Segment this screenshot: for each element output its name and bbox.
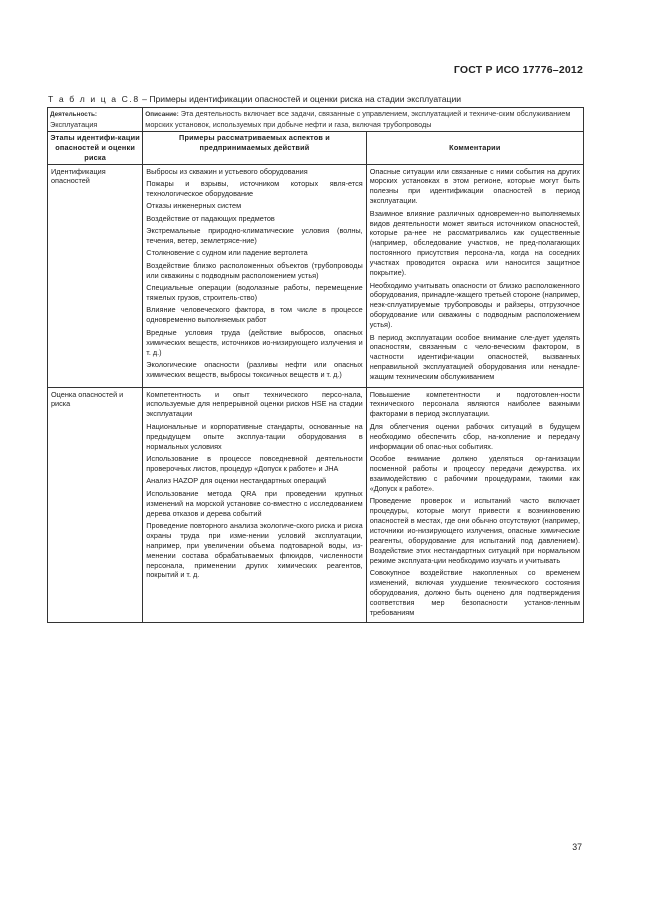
aspects-cell xyxy=(143,164,366,387)
comment-item: Необходимо учитывать опасности от близко расположенного оборудования, принадле-жащего третьей стороне (например, неэк-сплуатируемые трубопроводы и райзеры, отгрузочное оборудование или скважины с подводным расположением устья). xyxy=(369,280,580,330)
table-row-assessment xyxy=(48,387,584,622)
table-row-identification xyxy=(48,164,584,387)
stage-cell: Идентификация опасностей xyxy=(48,164,143,387)
description-label: Описание: xyxy=(145,111,179,118)
comment-item: В период эксплуатации особое внимание сле-дует уделять опасностям, связанным с чело-веческим фактором, в частности идентифи-кации опасностей, вызванных неправильной эксплуатацией оборудования или ненадле-жащим техническим обслуживанием xyxy=(369,332,580,382)
aspect-item: Экстремальные природно-климатические условия (волны, течения, ветер, землетрясе-ние) xyxy=(146,226,363,245)
activity-label: Деятельность: xyxy=(50,111,98,118)
column-header-aspects: Примеры рассматриваемых аспектов и предпринимаемых действий xyxy=(143,131,366,164)
table-caption xyxy=(48,94,461,104)
comments-cell xyxy=(366,387,583,622)
stage-cell: Оценка опасностей и риска xyxy=(48,387,143,622)
aspect-item: Воздействие близко расположенных объектов (трубопроводы или скважины с подводным расположением устья) xyxy=(146,260,363,280)
aspect-item: Вредные условия труда (действие выбросов, опасных химических веществ, источников ио-низирующего излучения и т. д.) xyxy=(146,327,363,357)
description-cell xyxy=(143,108,584,132)
aspect-item: Национальные и корпоративные стандарты, основанные на предыдущем опыте эксплуа-тации оборудования в нормальных условиях xyxy=(146,421,363,451)
table-caption-text: – Примеры идентификации опасностей и оценки риска на стадии эксплуатации xyxy=(139,94,462,104)
aspect-item: Отказы инженерных систем xyxy=(146,201,242,211)
comments-cell xyxy=(366,164,583,387)
column-header-stage: Этапы идентифи-кации опасностей и оценки риска xyxy=(48,131,143,164)
aspect-item: Выбросы из скважин и устьевого оборудования xyxy=(146,166,308,176)
comment-item: Проведение проверок и испытаний часто включает процедуры, которые могут привести к возникновению опасностей в местах, где они обычно отсутствуют (например, источники ио-низирующего излучения, опасные химические реагенты, оборудование для испытаний под давлением). Воздействие этих нестандартных ситуаций при нормальном режиме эксплуата-ции необходимо изучать и учитывать xyxy=(369,496,580,565)
aspect-item: Компетентность и опыт технического персо-нала, используемые для непрерывной оценки рисков HSE на стадии эксплуатации xyxy=(146,389,363,419)
aspect-item: Экологические опасности (разливы нефти или опасных химических веществ, выбросы токсичных веществ и т. д.) xyxy=(146,359,363,379)
aspect-item: Пожары и взрывы, источником которых явля-ется технологическое оборудование xyxy=(146,178,363,198)
aspects-cell xyxy=(143,387,366,622)
comment-item: Особое внимание должно уделяться ор-ганизации посменной работы и процессу передачи дежурства. их взаимодействию с рабочими процедурами, такими как «Допуск к работе». xyxy=(369,454,580,493)
comment-item: Опасные ситуации или связанные с ними события на других морских установках в этом регионе, которые могут быть полезны при идентификации опасностей в период эксплуатации. xyxy=(369,166,580,206)
aspect-item: Проведение повторного анализа экологиче-ского риска и риска охраны труда при изме-нении условий эксплуатации, например, при увеличении объема подтоварной воды, из-менении состава обрабатываемых флюидов, численности персонала, применении других химических реагентов, покрытий и т. д. xyxy=(146,520,363,580)
comment-item: Взаимное влияние различных одновремен-но выполняемых видов деятельности может явиться источником опасностей, которые ра-нее не рассматривались как существенные (например, обследование участков, не пред-полагающих постоянного присутствия персона-ла, когда на соседних участках проводится окраска или наносится защитное покрытие). xyxy=(369,208,580,278)
aspect-item: Использование метода QRA при проведении крупных изменений на морской установке со-вместно с исследованием дерева отказов и дерева событий xyxy=(146,488,363,518)
page-number: 37 xyxy=(572,842,582,852)
comment-item: Для облегчения оценки рабочих ситуаций в будущем необходимо обеспечить сбор, на-копление и передачу информации об опас-ных событиях. xyxy=(369,421,580,451)
comment-item: Совокупное воздействие накопленных со временем изменений, включая ухудшение технического состояния оборудования, должно быть оценено для подтверждения соответствия мер безопасности установ-ленным требованиям xyxy=(369,567,580,617)
hazard-table xyxy=(47,107,584,623)
aspect-item: Использование в процессе повседневной деятельности проверочных листов, процедур «Допуск к работе» и JHA xyxy=(146,454,363,473)
aspect-item: Столкновение с судном или падение вертолета xyxy=(146,248,308,258)
table-caption-label: Т а б л и ц а С.8 xyxy=(48,94,140,104)
column-header-comments: Комментарии xyxy=(366,131,583,164)
activity-cell xyxy=(48,108,143,132)
aspect-item: Воздействие от падающих предметов xyxy=(146,213,275,223)
table-meta-row xyxy=(48,108,584,132)
aspect-item: Специальные операции (водолазные работы, перемещение тяжелых грузов, строитель-ство) xyxy=(146,283,363,302)
activity-value: Эксплуатация xyxy=(50,119,98,129)
column-header-row xyxy=(48,131,584,164)
comment-item: Повышение компетентности и подготовлен-ности технического персонала являются наиболее важными факторами в период эксплуатации. xyxy=(369,389,580,419)
document-header: ГОСТ Р ИСО 17776–2012 xyxy=(453,64,583,76)
description-text: Эта деятельность включает все задачи, связанные с управлением, эксплуатацией и техниче-ским обслуживанием морских установок, используемых при добыче нефти и газа, включая трубопроводы xyxy=(145,109,571,129)
aspect-item: Влияние человеческого фактора, в том числе в процессе одновременно выполняемых работ xyxy=(146,305,363,325)
aspect-item: Анализ HAZOP для оценки нестандартных операций xyxy=(146,476,327,486)
